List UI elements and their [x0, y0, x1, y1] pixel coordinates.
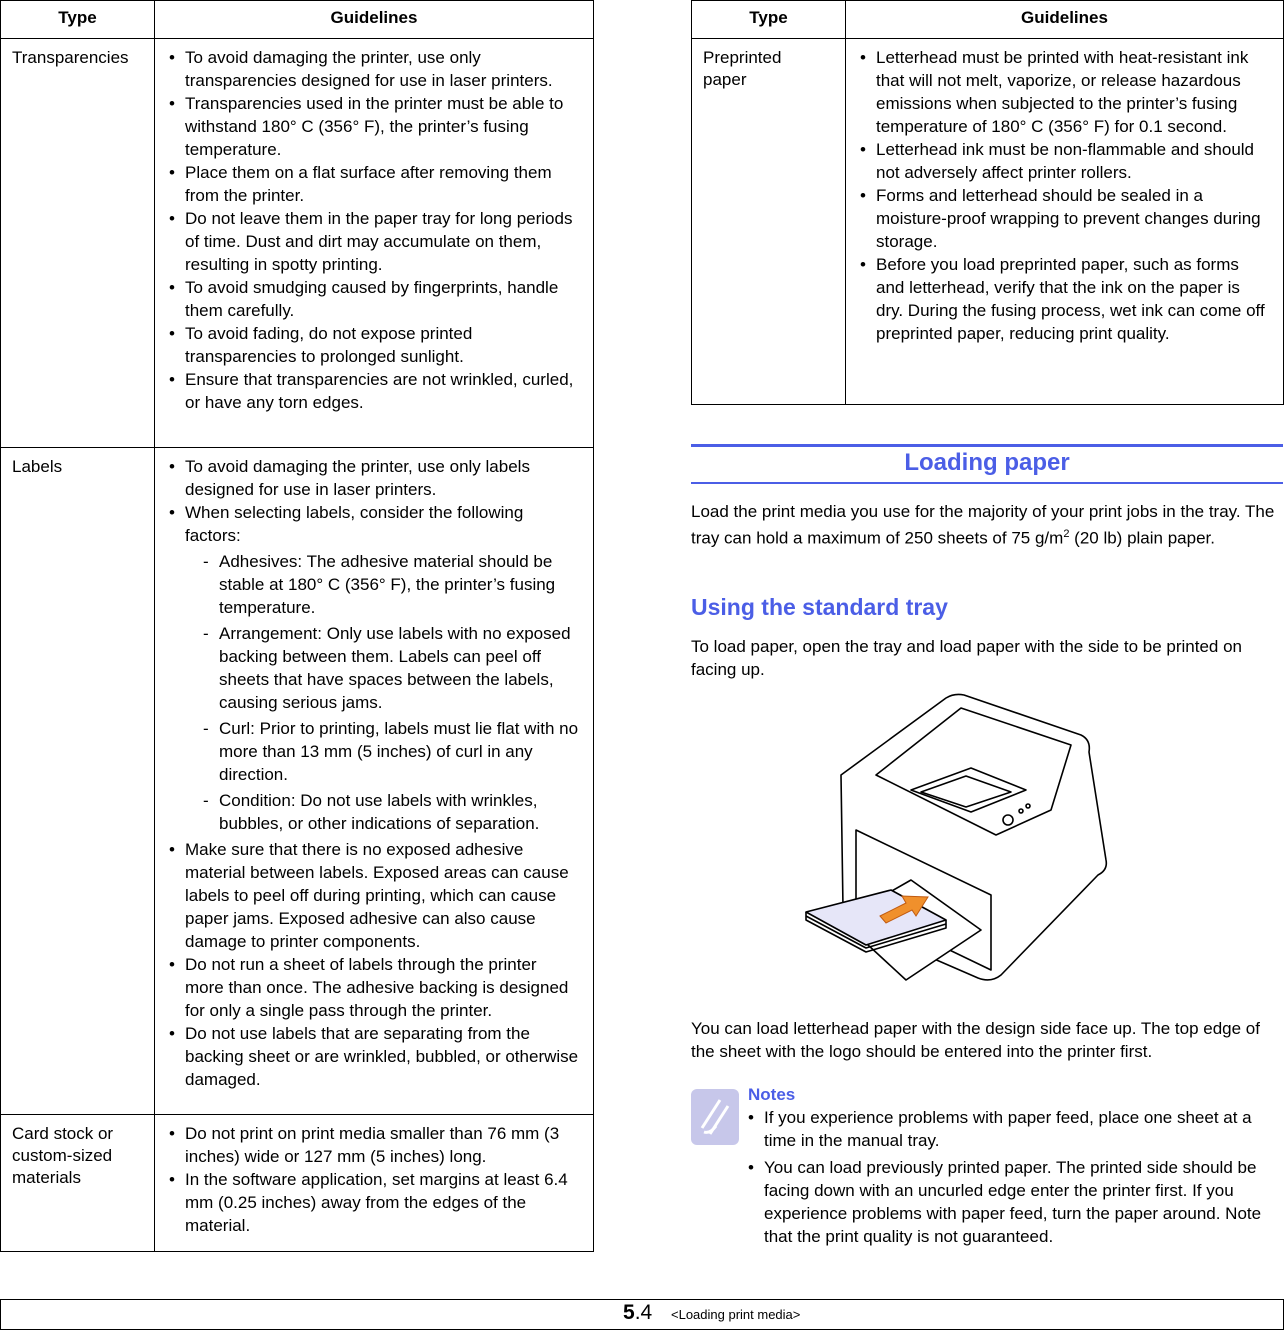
- page-number-minor: .4: [634, 1301, 653, 1324]
- type-cell: Preprinted paper: [692, 39, 846, 405]
- list-item: • Do not use labels that are separating from the backing sheet or are wrinkled, bubbled, or otherwise damaged.: [169, 1022, 579, 1091]
- type-cell: Card stock or custom-sized materials: [1, 1115, 155, 1252]
- power-button: [1003, 815, 1013, 825]
- section-rule-bottom: [691, 482, 1283, 484]
- intro-superscript: 2: [1063, 528, 1070, 540]
- right-guidelines-table: [691, 0, 1284, 405]
- intro-text: Load the print media you use for the majority of your print jobs in the tray. The tray can hold a maximum of 250 sheets of 75 g/m: [691, 502, 1275, 548]
- page-number: [623, 1301, 652, 1325]
- page-number-major: 5: [623, 1301, 635, 1324]
- page-footer: [0, 1299, 1284, 1330]
- section-rule: [691, 444, 1283, 447]
- list-item: • Place them on a flat surface after removing them from the printer.: [169, 161, 579, 207]
- list-item: • Forms and letterhead should be sealed in a moisture-proof wrapping to prevent changes during storage.: [860, 184, 1267, 253]
- type-cell: Transparencies: [1, 39, 155, 448]
- type-cell: Labels: [1, 448, 155, 1115]
- list-item: • To avoid damaging the printer, use only labels designed for use in laser printers.: [169, 455, 579, 501]
- guidelines-cell: [155, 1115, 594, 1252]
- guidelines-cell: [846, 39, 1284, 405]
- table-header-row: [692, 1, 1284, 39]
- list-item: • Do not print on print media smaller than 76 mm (3 inches) wide or 127 mm (5 inches) long.: [169, 1122, 579, 1168]
- notes-icon: [690, 1088, 740, 1146]
- header-type: Type: [1, 1, 155, 39]
- table-row-cardstock: [1, 1115, 594, 1252]
- table-row-transparencies: [1, 39, 594, 448]
- sub-list-item: - Adhesives: The adhesive material should be stable at 180° C (356° F), the printer’s fusing temperature.: [185, 550, 579, 619]
- sub-list-item: - Condition: Do not use labels with wrinkles, bubbles, or other indications of separation.: [185, 789, 579, 835]
- list-item: • Letterhead ink must be non-flammable and should not adversely affect printer rollers.: [860, 138, 1267, 184]
- list-item: • To avoid damaging the printer, use only transparencies designed for use in laser printers.: [169, 46, 579, 92]
- left-guidelines-table: [0, 0, 594, 1252]
- note-item: • If you experience problems with paper feed, place one sheet at a time in the manual tray.: [748, 1106, 1280, 1152]
- list-item: [169, 501, 579, 835]
- list-item: • Letterhead must be printed with heat-resistant ink that will not melt, vaporize, or release hazardous emissions when subjected to the printer’s fusing temperature of 180° C (356° F) for 0.1 second.: [860, 46, 1267, 138]
- table-row-preprinted: [692, 39, 1284, 405]
- list-item-text: When selecting labels, consider the following factors:: [185, 503, 524, 545]
- guidelines-cell: [155, 448, 594, 1115]
- list-item: • Before you load preprinted paper, such as forms and letterhead, verify that the ink on the paper is dry. During the fusing process, wet ink can come off preprinted paper, reducing print quality.: [860, 253, 1267, 345]
- notes-title: Notes: [748, 1085, 796, 1104]
- letterhead-paragraph: You can load letterhead paper with the design side face up. The top edge of the sheet with the logo should be entered into the printer first.: [691, 1019, 1260, 1061]
- sub-list-item: - Curl: Prior to printing, labels must lie flat with no more than 13 mm (5 inches) of curl in any direction.: [185, 717, 579, 786]
- sub-list-item: - Arrangement: Only use labels with no exposed backing between them. Labels can peel off sheets that have spaces between the labels, causing serious jams.: [185, 622, 579, 714]
- table-header-row: [1, 1, 594, 39]
- list-item: • To avoid fading, do not expose printed transparencies to prolonged sunlight.: [169, 322, 579, 368]
- printer-illustration: [796, 690, 1136, 1000]
- header-type: Type: [692, 1, 846, 39]
- list-item: • In the software application, set margins at least 6.4 mm (0.25 inches) away from the edges of the material.: [169, 1168, 579, 1237]
- header-guidelines: Guidelines: [155, 1, 594, 39]
- list-item: • Do not run a sheet of labels through the printer more than once. The adhesive backing is designed for only a single pass through the printer.: [169, 953, 579, 1022]
- chapter-name: <Loading print media>: [671, 1307, 801, 1322]
- guidelines-cell: [155, 39, 594, 448]
- list-item: • Do not leave them in the paper tray for long periods of time. Dust and dirt may accumulate on them, resulting in spotty printing.: [169, 207, 579, 276]
- subsection-heading: Using the standard tray: [691, 594, 948, 620]
- intro-paragraph: [691, 500, 1283, 550]
- list-item: • Transparencies used in the printer must be able to withstand 180° C (356° F), the printer’s fusing temperature.: [169, 92, 579, 161]
- status-led-2: [1026, 804, 1030, 808]
- list-item: • Ensure that transparencies are not wrinkled, curled, or have any torn edges.: [169, 368, 579, 414]
- notes-list: [748, 1106, 1280, 1248]
- status-led-1: [1019, 809, 1023, 813]
- list-item: • Make sure that there is no exposed adhesive material between labels. Exposed areas can cause labels to peel off during printing, which can cause paper jams. Exposed adhesive can also cause damage to printer components.: [169, 838, 579, 953]
- list-item: • To avoid smudging caused by fingerprints, handle them carefully.: [169, 276, 579, 322]
- header-guidelines: Guidelines: [846, 1, 1284, 39]
- subsection-text: To load paper, open the tray and load paper with the side to be printed on facing up.: [691, 637, 1243, 679]
- table-row-labels: [1, 448, 594, 1115]
- section-title: Loading paper: [904, 449, 1070, 476]
- note-item: • You can load previously printed paper. The printed side should be facing down with an uncurled edge enter the printer first. If you experience problems with paper feed, turn the paper around. Note that the print quality is not guaranteed.: [748, 1156, 1280, 1248]
- intro-text-end: (20 lb) plain paper.: [1069, 528, 1215, 548]
